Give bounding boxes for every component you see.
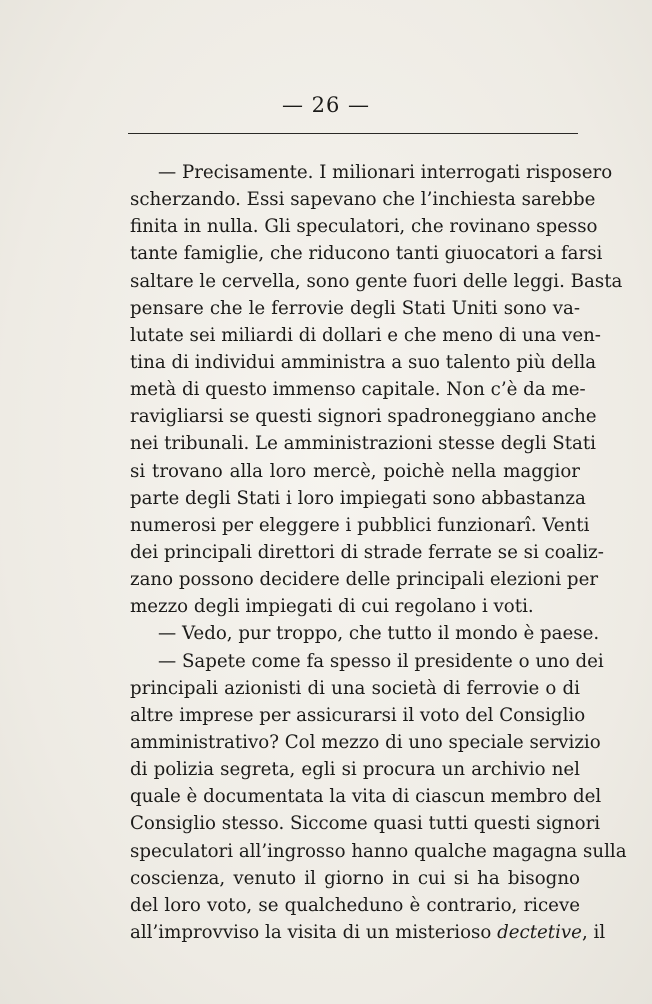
text-line: mezzo degli impiegati di cui regolano i voti. [130, 596, 534, 618]
header-rule [128, 133, 578, 134]
text-line: pensare che le ferrovie degli Stati Uniti sono va- [130, 297, 580, 319]
text-line: tina di individui amministra a suo talento più della [130, 351, 597, 373]
text-line: tante famiglie, che riducono tanti giuocatori a farsi [130, 243, 603, 265]
text-line: altre imprese per assicurarsi il voto del Consiglio [130, 704, 586, 726]
text-line: amministrativo? Col mezzo di uno speciale servizio [130, 731, 601, 753]
text-line: si trovano alla loro mercè, poichè nella maggior [130, 460, 580, 482]
text-line: ravigliarsi se questi signori spadroneggiano anche [130, 406, 597, 428]
body-text [130, 159, 627, 946]
page-number: — 26 — [281, 93, 371, 117]
text-line: di polizia segreta, egli si procura un archivio nel [130, 759, 580, 781]
text-line: metà di questo immenso capitale. Non c’è da me- [130, 379, 586, 401]
text-line: — Vedo, pur troppo, che tutto il mondo è paese. [158, 623, 600, 645]
text-line: del loro voto, se qualcheduno è contrario, riceve [130, 894, 580, 916]
text-line: — Precisamente. I milionari interrogati risposero [158, 162, 613, 183]
text-line: nei tribunali. Le amministrazioni stesse degli Stati [130, 433, 596, 455]
text-line-final [130, 919, 606, 946]
text-line: saltare le cervella, sono gente fuori delle leggi. Basta [130, 270, 623, 292]
text-line: scherzando. Essi sapevano che l’inchiesta sarebbe [130, 189, 596, 211]
text-line: finita in nulla. Gli speculatori, che rovinano spesso [130, 216, 598, 238]
text-line: principali azionisti di una società di ferrovie o di [130, 677, 580, 699]
text-line: numerosi per eleggere i pubblici funzionarî. Venti [130, 514, 590, 536]
text-line: coscienza, venuto il giorno in cui si ha bisogno [130, 867, 580, 889]
text-line: speculatori all’ingrosso hanno qualche magagna sulla [130, 840, 627, 862]
text-line: — Sapete come fa spesso il presidente o uno dei [158, 650, 604, 672]
text-line: quale è documentata la vita di ciascun membro del [130, 786, 602, 808]
text-line: zano possono decidere delle principali elezioni per [130, 569, 599, 591]
final-line-text: all’improvviso la visita di un misterioso [130, 921, 498, 943]
text-line: parte degli Stati i loro impiegati sono abbastanza [130, 487, 586, 509]
text-line: Consiglio stesso. Siccome quasi tutti questi signori [130, 813, 601, 835]
text-line: dei principali direttori di strade ferrate se si coaliz- [130, 541, 604, 563]
text-line: lutate sei miliardi di dollari e che meno di una ven- [130, 324, 601, 346]
final-line-tail: , il [581, 921, 606, 943]
italic-word: dectetive [497, 921, 582, 943]
